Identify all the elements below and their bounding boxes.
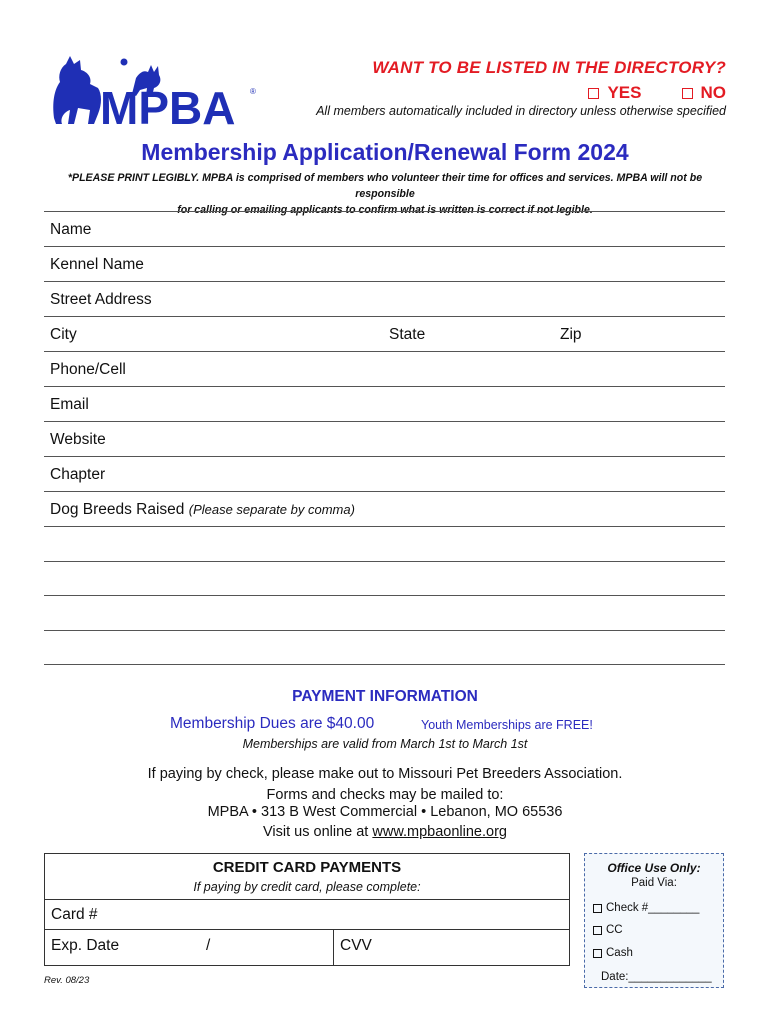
- check-note: If paying by check, please make out to Missouri Pet Breeders Association.: [147, 766, 623, 782]
- website-field[interactable]: [44, 456, 725, 457]
- mailing-address: MPBA • 313 B West Commercial • Lebanon, MO 65536: [207, 804, 563, 820]
- disclaimer-line-1: *PLEASE PRINT LEGIBLY. MPBA is comprised of members who volunteer their time for offices and services. MPBA will not be responsible: [67, 172, 703, 200]
- dog-cat-logo-icon: [48, 48, 263, 130]
- dog-breeds-field-5[interactable]: [44, 664, 725, 665]
- no-checkbox[interactable]: [682, 88, 693, 99]
- check-label: Check #________: [606, 902, 700, 914]
- city-state-zip-field[interactable]: [44, 351, 725, 352]
- street-address-field[interactable]: [44, 316, 725, 317]
- dog-breeds-label-text: Dog Breeds Raised: [50, 501, 185, 518]
- office-cash-option[interactable]: [593, 947, 633, 959]
- chapter-label: Chapter: [50, 466, 106, 483]
- cc-vertical-divider: [333, 929, 334, 966]
- dog-breeds-field-4[interactable]: [44, 630, 725, 631]
- directory-note: All members automatically included in directory unless otherwise specified: [316, 104, 726, 118]
- directory-question: WANT TO BE LISTED IN THE DIRECTORY?: [372, 58, 726, 77]
- form-line: [44, 211, 725, 212]
- credit-card-subtitle: If paying by credit card, please complete:: [193, 880, 421, 894]
- street-address-label: Street Address: [50, 291, 152, 308]
- no-label: NO: [700, 83, 726, 102]
- email-field[interactable]: [44, 421, 725, 422]
- payment-title: PAYMENT INFORMATION: [292, 688, 478, 705]
- cash-label: Cash: [606, 947, 633, 959]
- office-date: Date:_____________: [601, 971, 712, 983]
- yes-label: YES: [607, 83, 642, 102]
- form-title: Membership Application/Renewal Form 2024: [141, 139, 629, 165]
- state-label: State: [389, 326, 426, 343]
- cvv-label: CVV: [340, 937, 372, 954]
- disclaimer-line-2: for calling or emailing applicants to confirm what is written is correct if not legible.: [177, 204, 593, 216]
- yes-checkbox[interactable]: [588, 88, 599, 99]
- dog-breeds-hint: (Please separate by comma): [188, 502, 355, 517]
- check-checkbox[interactable]: [593, 904, 602, 913]
- youth-membership: Youth Memberships are FREE!: [421, 718, 593, 732]
- kennel-name-label: Kennel Name: [50, 256, 144, 273]
- office-cc-option[interactable]: [593, 924, 623, 936]
- card-number-field[interactable]: [44, 929, 570, 930]
- dog-breeds-label: [50, 501, 355, 519]
- svg-text:®: ®: [250, 87, 256, 96]
- email-label: Email: [50, 396, 89, 413]
- mpba-logo: [48, 48, 263, 130]
- directory-yes-option[interactable]: [588, 83, 641, 103]
- website-label: Website: [50, 431, 106, 448]
- membership-validity: Memberships are valid from March 1st to March 1st: [242, 737, 528, 751]
- directory-options: [588, 83, 726, 103]
- directory-no-option[interactable]: [682, 83, 727, 103]
- logo-text: MPBA: [100, 82, 236, 130]
- office-check-option[interactable]: [593, 902, 699, 914]
- revision-label: Rev. 08/23: [44, 975, 90, 986]
- chapter-field[interactable]: [44, 491, 725, 492]
- city-label: City: [50, 326, 77, 343]
- membership-dues: Membership Dues are $40.00: [170, 715, 375, 732]
- name-field[interactable]: [44, 246, 725, 247]
- name-label: Name: [50, 221, 92, 238]
- exp-date-slash: /: [206, 937, 211, 954]
- kennel-name-field[interactable]: [44, 281, 725, 282]
- cc-label: CC: [606, 924, 623, 936]
- office-use-title: Office Use Only:: [607, 861, 701, 875]
- visit-online: [0, 824, 770, 840]
- cc-checkbox[interactable]: [593, 926, 602, 935]
- dog-breeds-field-2[interactable]: [44, 561, 725, 562]
- paid-via-label: Paid Via:: [631, 877, 677, 889]
- phone-label: Phone/Cell: [50, 361, 126, 378]
- cc-divider: [44, 899, 570, 900]
- mail-note: Forms and checks may be mailed to:: [266, 787, 504, 803]
- credit-card-title: CREDIT CARD PAYMENTS: [212, 859, 402, 876]
- zip-label: Zip: [560, 326, 582, 343]
- phone-field[interactable]: [44, 386, 725, 387]
- visit-prefix: Visit us online at: [263, 824, 373, 840]
- dog-breeds-field-1[interactable]: [44, 526, 725, 527]
- exp-date-label: Exp. Date: [51, 937, 120, 954]
- cash-checkbox[interactable]: [593, 949, 602, 958]
- dog-breeds-field-3[interactable]: [44, 595, 725, 596]
- website-link[interactable]: www.mpbaonline.org: [372, 824, 507, 840]
- card-number-label: Card #: [51, 906, 98, 923]
